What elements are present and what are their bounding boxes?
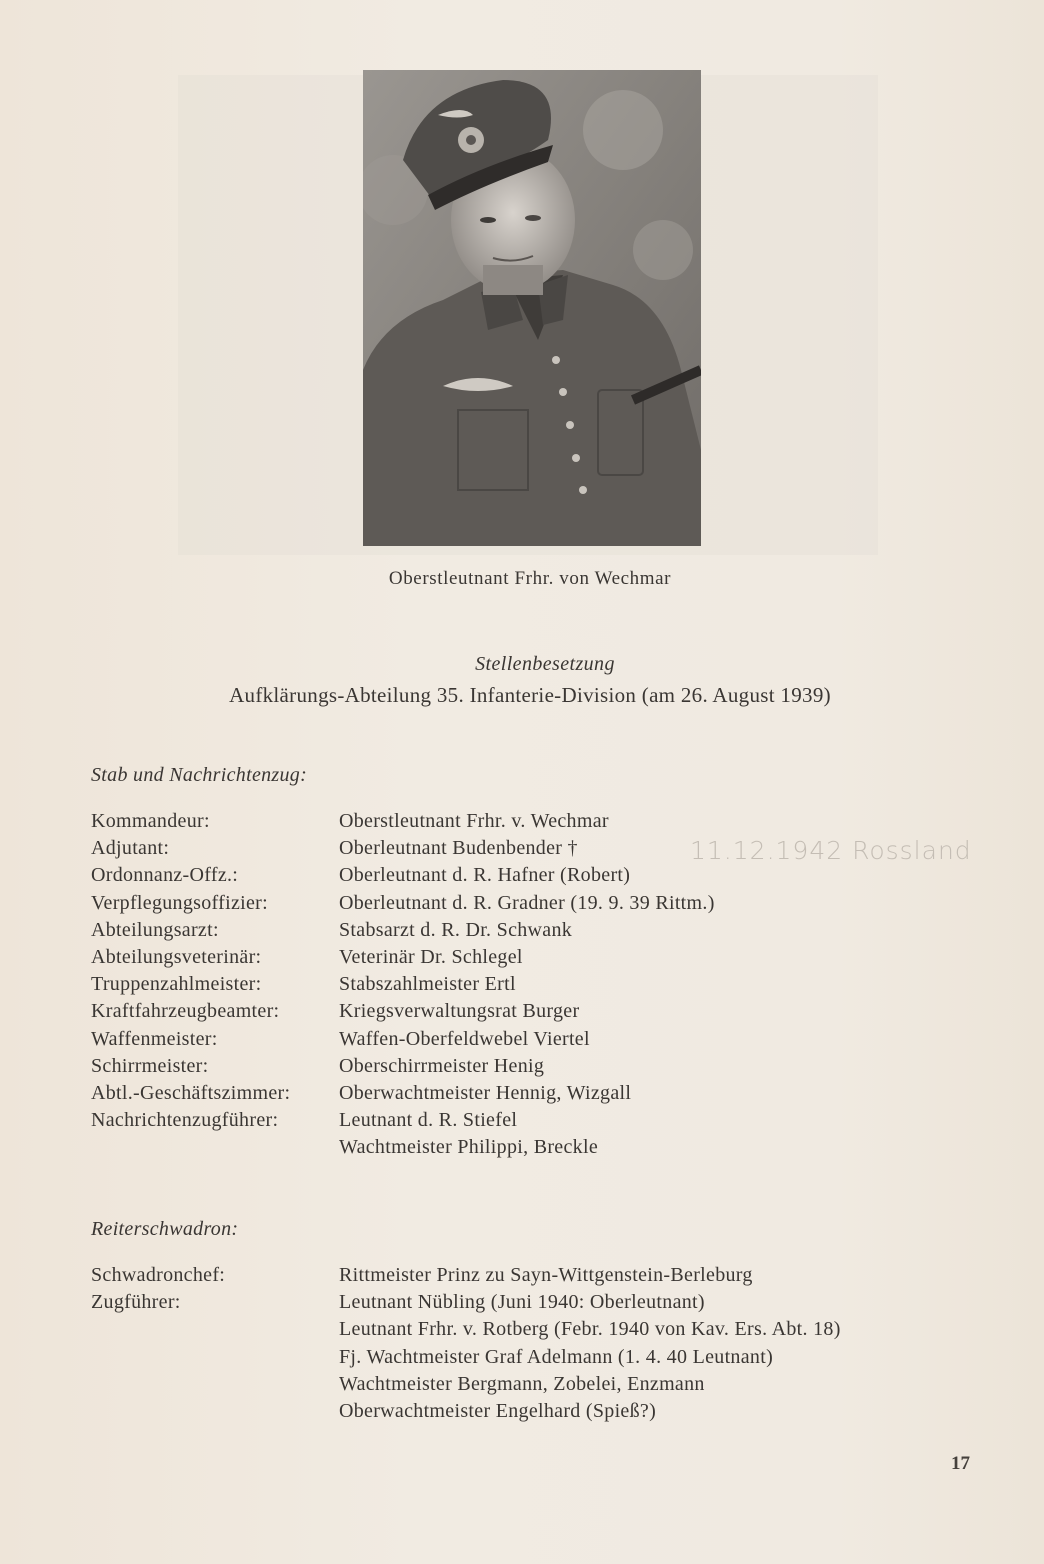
roster-row	[91, 1316, 841, 1343]
portrait-illustration	[363, 70, 701, 546]
photo-caption: Oberstleutnant Frhr. von Wechmar	[388, 568, 672, 589]
roster-row	[91, 1344, 841, 1371]
person-name: Leutnant d. R. Stiefel	[339, 1109, 518, 1132]
role-label	[91, 1344, 339, 1371]
roster-row	[91, 1134, 715, 1161]
role-label: Nachrichtenzugführer:	[91, 1109, 279, 1132]
roster-row	[91, 1026, 715, 1053]
roster-row	[91, 890, 715, 917]
person-name: Kriegsverwaltungsrat Burger	[339, 1000, 580, 1023]
roster-row	[91, 944, 715, 971]
person-name: Stabszahlmeister Ertl	[339, 973, 516, 996]
role-label: Verpflegungsoffizier:	[91, 891, 268, 914]
page-number: 17	[951, 1453, 970, 1474]
handwritten-annotation: 11.12.1942 Rossland	[690, 836, 972, 865]
person-name: Leutnant Nübling (Juni 1940: Oberleutnant)	[339, 1291, 705, 1314]
person-name: Fj. Wachtmeister Graf Adelmann (1. 4. 40 Leutnant)	[339, 1345, 774, 1368]
section-title-stab: Stab und Nachrichtenzug:	[91, 764, 308, 786]
person-name: Wachtmeister Philippi, Breckle	[339, 1136, 598, 1159]
roster-row	[91, 1053, 715, 1080]
roster-row	[91, 1289, 841, 1316]
roster-row	[91, 971, 715, 998]
role-label: Waffenmeister:	[91, 1027, 218, 1050]
person-name: Veterinär Dr. Schlegel	[339, 945, 523, 968]
role-label: Abteilungsarzt:	[91, 918, 219, 941]
person-name: Rittmeister Prinz zu Sayn-Wittgenstein-Berleburg	[339, 1264, 753, 1286]
roster-row	[91, 835, 715, 862]
roster-stab	[91, 808, 715, 1161]
person-name: Oberleutnant Budenbender †	[339, 837, 578, 860]
person-name: Waffen-Oberfeldwebel Viertel	[339, 1027, 590, 1050]
role-label: Ordonnanz-Offz.:	[91, 864, 239, 887]
person-name: Oberwachtmeister Hennig, Wizgall	[339, 1081, 632, 1104]
role-label: Adjutant:	[91, 837, 170, 860]
section-title-reiterschwadron: Reiterschwadron:	[91, 1218, 239, 1240]
role-label: Schwadronchef:	[91, 1264, 226, 1286]
unit-subheading: Aufklärungs-Abteilung 35. Infanterie-Division (am 26. August 1939)	[229, 683, 831, 707]
person-name: Oberstleutnant Frhr. v. Wechmar	[339, 810, 609, 832]
person-name: Oberwachtmeister Engelhard (Spieß?)	[339, 1399, 657, 1422]
roster-row	[91, 998, 715, 1025]
roster-row	[91, 1262, 841, 1289]
roster-reiterschwadron	[91, 1262, 841, 1425]
role-label: Kraftfahrzeugbeamter:	[91, 1000, 280, 1023]
role-label: Zugführer:	[91, 1291, 181, 1314]
section-heading: Stellenbesetzung	[475, 653, 615, 675]
role-label: Abtl.-Geschäftszimmer:	[91, 1081, 291, 1104]
roster-row	[91, 862, 715, 889]
person-name: Wachtmeister Bergmann, Zobelei, Enzmann	[339, 1372, 705, 1395]
role-label	[91, 1371, 339, 1398]
person-name: Oberleutnant d. R. Gradner (19. 9. 39 Rittm.)	[339, 891, 715, 914]
roster-row	[91, 1107, 715, 1134]
roster-row	[91, 917, 715, 944]
role-label	[91, 1398, 339, 1425]
role-label	[91, 1134, 339, 1161]
portrait-photo	[363, 70, 701, 546]
role-label: Abteilungsveterinär:	[91, 945, 262, 968]
person-name: Stabsarzt d. R. Dr. Schwank	[339, 918, 573, 941]
role-label: Kommandeur:	[91, 810, 210, 832]
roster-row	[91, 1398, 841, 1425]
roster-row	[91, 808, 715, 835]
person-name: Oberleutnant d. R. Hafner (Robert)	[339, 864, 631, 887]
role-label: Schirrmeister:	[91, 1054, 209, 1077]
role-label: Truppenzahlmeister:	[91, 973, 262, 996]
role-label	[91, 1316, 339, 1343]
roster-row	[91, 1371, 841, 1398]
roster-row	[91, 1080, 715, 1107]
person-name: Oberschirrmeister Henig	[339, 1054, 545, 1077]
person-name: Leutnant Frhr. v. Rotberg (Febr. 1940 von Kav. Ers. Abt. 18)	[339, 1318, 841, 1341]
